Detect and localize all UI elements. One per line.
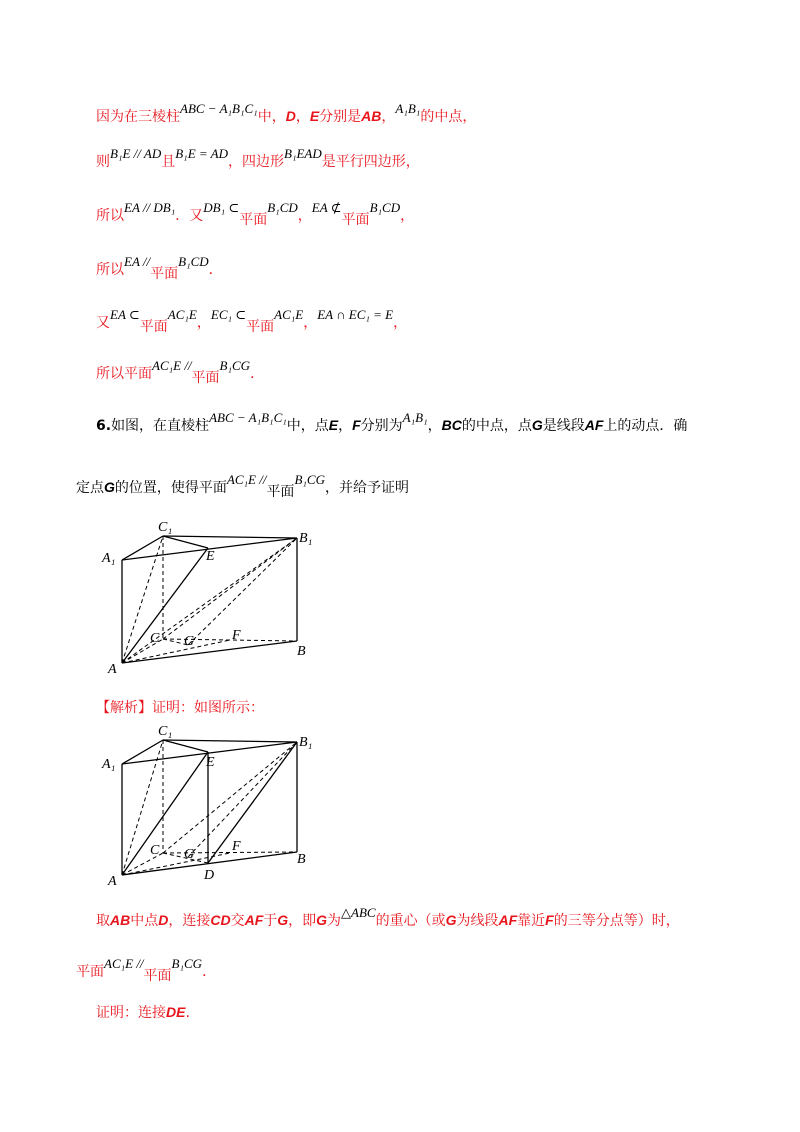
formula: AC₁E [167,307,197,322]
label-a: A [108,662,117,677]
formula: AC₁E // [104,956,144,971]
formula: B₁E = AD [175,146,229,161]
text: 的中点，点 [461,418,532,434]
text: 上的动点．确 [603,418,688,434]
text: 平面 [239,212,268,228]
text: 中，点 [286,418,329,434]
segment-label: DE [166,1004,186,1020]
point-label: G [316,912,328,928]
proof-line-1 [96,101,477,127]
text: 于 [263,913,278,929]
segment-label: AB [110,912,131,928]
label-a1: A₁ [102,757,116,772]
text: ．又 [175,208,204,224]
analysis-tag: 【解析】 [96,700,152,716]
label-a1: A₁ [102,551,116,566]
formula: EC₁ ⊂ [210,307,247,322]
edge-gb1 [188,538,297,645]
label-e: E [206,755,215,770]
edge-gb1 [188,742,297,857]
label-g: G [184,847,195,862]
formula: EA // DB₁ [124,200,176,215]
edge-cb1 [163,742,297,853]
label-e: E [206,549,215,564]
text: 定点 [76,480,104,496]
proof-line-3 [96,200,415,228]
text: ， [338,418,353,434]
text: 的位置，使得平面 [114,480,227,496]
formula: B₁CD [178,254,209,269]
proof-line-6 [96,358,265,386]
label-b1: B₁ [299,735,313,750]
formula: AC₁E [274,307,304,322]
label-g: G [184,634,195,649]
label-f: F [232,839,241,854]
formula: B₁CD [267,200,298,215]
text: ． [202,964,217,980]
point-label: E [328,417,339,433]
formula: EA ∩ EC₁ = E [317,307,394,322]
segment-label: AF [244,912,264,928]
text: 如图，在直棱柱 [111,418,210,434]
text: ，即 [288,913,317,929]
formula: B₁CG [219,358,251,373]
text: 为 [327,913,342,929]
text: ， [303,315,318,331]
text: 分别为 [360,418,403,434]
text: 且 [161,154,176,170]
text: 平面 [76,964,104,980]
label-b: B [297,644,306,659]
text: 交 [230,913,245,929]
text: 取 [96,913,110,929]
proof-line-4 [96,254,223,282]
text: 证明：连接 [96,1005,166,1021]
proof-line-5 [96,307,408,335]
text: 所以平面 [96,366,152,382]
edge-c1b1 [163,740,297,742]
question-6-line-1 [96,410,688,436]
text: 靠近 [517,913,546,929]
point-label: G [104,479,115,495]
text: ， [196,315,211,331]
edge-db1 [208,742,297,863]
text: ，并给予证明 [324,480,409,496]
label-f: F [232,628,241,643]
answer-line-1 [96,905,680,931]
prism-figure-2 [100,722,330,892]
segment-label: AF [584,417,604,433]
label-c1: C₁ [158,724,173,739]
formula: ABC − A₁B₁C₁ [209,410,287,425]
edge-c1b1 [163,536,297,538]
text: 平面 [191,370,220,386]
text: 中， [257,109,286,125]
answer-line-2 [76,956,217,984]
formula: B₁CG [294,472,325,487]
formula: EA // [124,254,151,269]
text: 的三等分点等）时， [553,913,680,929]
label-a: A [108,874,117,889]
text: 平面 [150,266,179,282]
formula: B₁CD [369,200,401,215]
formula: B₁EAD [284,146,322,161]
question-6-line-2 [76,472,409,500]
segment-label: AB [361,108,382,124]
text: 所以 [96,262,124,278]
point-label: D [158,912,169,928]
prism-figure-1 [100,518,330,678]
text: 的中点， [420,109,477,125]
edge-cb1 [163,538,297,639]
text: 平面 [266,484,295,500]
label-b: B [297,852,306,867]
formula: B₁E // AD [110,146,162,161]
formula: EA ⊄ [311,200,342,215]
edge-c1e [163,536,208,548]
text: . [185,1005,190,1021]
text: 平面 [341,212,370,228]
text: ，连接 [168,913,211,929]
point-label: G [531,417,543,433]
text: 为线段 [456,913,499,929]
formula: △ABC [341,905,376,920]
formula: EA ⊂ [110,307,140,322]
point-label: F [352,417,361,433]
text: 中点 [130,913,159,929]
formula: ABC − A₁B₁C₁ [180,101,258,116]
text: 平面 [143,968,172,984]
text: 的重心（或 [375,913,446,929]
formula: B₁CG [171,956,203,971]
text: ， [400,208,415,224]
text: ， [297,208,312,224]
text: ， [393,315,408,331]
formula: DB₁ ⊂ [203,200,240,215]
label-c: C [150,843,160,858]
text: 因为在三棱柱 [96,109,180,125]
edge-c1e [163,740,208,752]
segment-label: CD [210,912,231,928]
formula: AC₁E // [226,472,267,487]
text: 分别是 [319,109,362,125]
segment-label: BC [441,417,462,433]
text: ． [250,366,265,382]
text: ， [381,109,396,125]
label-c1: C₁ [158,520,173,535]
text: ，四边形 [228,154,285,170]
text: 证明：如图所示： [152,700,264,716]
edge-ae [122,752,208,875]
point-label: D [285,108,296,124]
question-number: 6. [96,418,112,434]
label-d: D [204,868,215,883]
formula: A₁B₁ [395,101,421,116]
label-c: C [150,631,160,646]
text: ， [295,109,310,125]
formula: A₁B₁ [402,410,428,425]
segment-label: AF [498,912,518,928]
edge-ae [122,548,208,663]
text: 所以 [96,208,124,224]
text: 是线段 [542,418,585,434]
formula: AC₁E // [152,358,192,373]
answer-line-3 [96,1002,190,1023]
text: 平面 [246,319,275,335]
text: 是平行四边形， [321,154,420,170]
text: 又 [96,315,110,331]
edge-ab [122,641,297,663]
point-label: G [445,912,457,928]
label-b1: B₁ [299,531,313,546]
text: 则 [96,154,110,170]
proof-line-2 [96,146,420,172]
point-label: F [545,912,554,928]
text: ． [208,262,223,278]
analysis-line [96,698,264,718]
point-label: G [277,912,289,928]
point-label: E [309,108,320,124]
text: ， [427,418,442,434]
text: 平面 [139,319,168,335]
